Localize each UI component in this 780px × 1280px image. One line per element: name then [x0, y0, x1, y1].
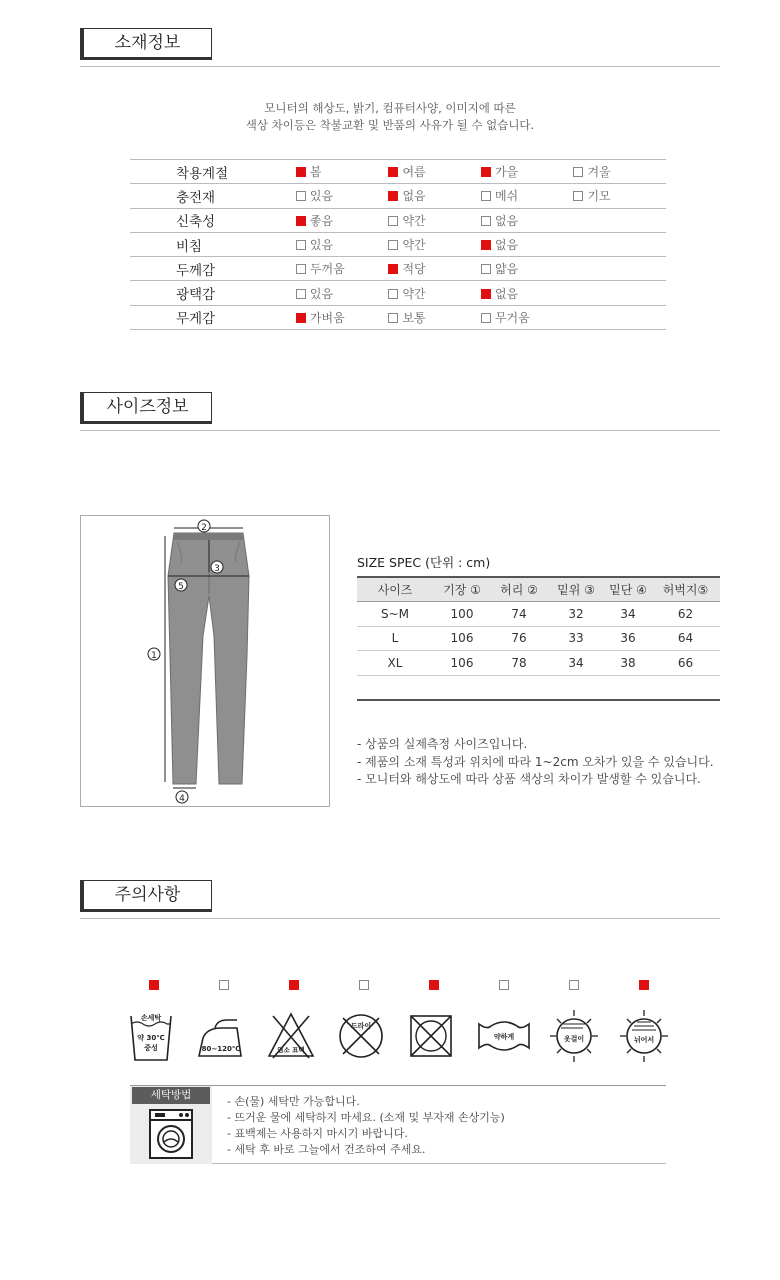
care-checkbox-checked — [429, 980, 439, 990]
svg-text:중성: 중성 — [144, 1044, 158, 1052]
checkbox-checked — [296, 167, 306, 177]
spec-size-cell: S~M — [380, 606, 410, 621]
material-row-label: 신축성 — [175, 214, 216, 231]
option-label: 없음 — [494, 213, 519, 228]
checkbox-unchecked — [481, 264, 491, 274]
care-item-wring-gently — [455, 980, 525, 1070]
checkbox-unchecked — [388, 240, 398, 250]
spec-value-cell: 66 — [677, 655, 694, 670]
care-item-no-dry-clean — [315, 980, 385, 1070]
checkbox-checked — [296, 313, 306, 323]
wash-method-box — [130, 1085, 666, 1164]
spec-header-cell: 기장 ① — [443, 583, 481, 597]
option-label: 약간 — [402, 213, 426, 228]
svg-text:약하게: 약하게 — [493, 1033, 515, 1041]
color-notice — [0, 100, 780, 134]
spec-value-cell: 76 — [511, 631, 527, 646]
option-label: 있음 — [309, 238, 334, 253]
spec-header-row — [357, 577, 720, 602]
label-4: 4 — [179, 794, 185, 804]
option-label: 가벼움 — [309, 310, 345, 325]
checkbox-unchecked — [296, 240, 306, 250]
shade-hang-dry-icon — [547, 1008, 601, 1064]
material-row-label: 광택감 — [175, 287, 216, 304]
option-label: 없음 — [494, 238, 519, 253]
size-note-line: - 모니터와 해상도에 따라 상품 색상의 차이가 발생할 수 있습니다. — [357, 772, 701, 786]
checkbox-unchecked — [388, 313, 398, 323]
checkbox-unchecked — [296, 264, 306, 274]
wash-instructions — [227, 1094, 505, 1158]
checkbox-checked — [481, 289, 491, 299]
material-row-label: 비침 — [175, 238, 203, 255]
wash-method-label-panel — [130, 1086, 212, 1164]
section-divider — [80, 66, 720, 67]
spec-empty-row — [357, 675, 720, 700]
spec-value-cell: 62 — [677, 606, 694, 621]
svg-text:80~120℃: 80~120℃ — [201, 1045, 241, 1053]
svg-text:손세탁: 손세탁 — [140, 1014, 162, 1022]
option-label: 가을 — [494, 165, 519, 180]
spec-value-cell: 64 — [677, 631, 694, 646]
size-note-line: - 상품의 실제측정 사이즈입니다. — [357, 737, 528, 751]
checkbox-checked — [388, 167, 398, 177]
spec-row — [357, 602, 720, 627]
option-label: 적당 — [402, 262, 426, 277]
material-table — [130, 159, 666, 330]
washing-machine-icon — [147, 1106, 195, 1162]
spec-header-cell: 허리 ② — [500, 583, 538, 597]
waistband — [173, 533, 244, 540]
wash-instruction-line: - 손(물) 세탁만 가능합니다. — [227, 1095, 360, 1108]
option-label: 무거움 — [494, 310, 530, 325]
material-row — [130, 208, 666, 232]
material-row — [130, 305, 666, 329]
option-label: 겨울 — [587, 165, 611, 180]
size-note-line: - 제품의 소재 특성과 위치에 따라 1~2cm 오차가 있을 수 있습니다. — [357, 754, 714, 769]
checkbox-unchecked — [296, 289, 306, 299]
care-checkbox-checked — [149, 980, 159, 990]
spec-value-cell: 74 — [511, 606, 527, 621]
option-label: 여름 — [402, 165, 426, 180]
care-item-iron — [175, 980, 245, 1070]
material-row-label: 착용계절 — [175, 165, 229, 182]
checkbox-checked — [296, 216, 306, 226]
wash-instruction-line: - 표백제는 사용하지 마시기 바랍니다. — [227, 1127, 408, 1140]
size-section-title: 사이즈정보 — [80, 392, 212, 424]
option-label: 없음 — [402, 189, 426, 204]
spec-value-cell: 100 — [450, 606, 474, 621]
option-label: 약간 — [402, 238, 426, 253]
checkbox-unchecked — [296, 191, 306, 201]
spec-header-cell: 밑위 ③ — [557, 583, 595, 597]
spec-header-cell: 사이즈 — [377, 583, 413, 597]
care-item-hand-wash — [105, 980, 175, 1070]
care-item-shade-flat-dry — [595, 980, 665, 1070]
checkbox-unchecked — [388, 216, 398, 226]
label-1: 1 — [151, 651, 157, 661]
no-bleach-icon — [267, 1008, 315, 1064]
material-section-title: 소재정보 — [80, 28, 212, 60]
checkbox-unchecked — [573, 167, 583, 177]
spec-header-cell: 허벅지⑤ — [662, 583, 709, 597]
checkbox-unchecked — [481, 191, 491, 201]
svg-text:뉘어서: 뉘어서 — [633, 1036, 655, 1044]
care-checkbox-checked — [289, 980, 299, 990]
svg-text:염소 표백: 염소 표백 — [277, 1046, 305, 1054]
care-section-header — [80, 880, 720, 920]
wash-method-label: 세탁방법 — [132, 1087, 210, 1104]
spec-value-cell: 106 — [450, 631, 474, 646]
svg-text:옷걸이: 옷걸이 — [563, 1035, 585, 1043]
option-label: 보통 — [402, 310, 426, 325]
material-row — [130, 257, 666, 281]
spec-row — [357, 651, 720, 676]
option-label: 있음 — [309, 189, 334, 204]
pants-illustration — [81, 516, 331, 808]
care-item-no-tumble-dry — [385, 980, 455, 1070]
section-divider — [80, 430, 720, 431]
checkbox-unchecked — [388, 289, 398, 299]
care-checkbox — [499, 980, 509, 990]
option-label: 두꺼움 — [309, 262, 345, 277]
checkbox-unchecked — [481, 313, 491, 323]
svg-text:약 30℃: 약 30℃ — [137, 1034, 165, 1042]
wring-gently-icon — [477, 1008, 531, 1064]
spec-value-cell: 78 — [511, 655, 527, 670]
wash-instruction-line: - 세탁 후 바로 그늘에서 건조하여 주세요. — [227, 1143, 426, 1156]
spec-value-cell: 34 — [620, 606, 636, 621]
option-label: 좋음 — [309, 213, 334, 228]
size-notes — [357, 736, 714, 789]
care-item-shade-hang-dry — [525, 980, 595, 1070]
section-divider — [80, 918, 720, 919]
material-row — [130, 232, 666, 256]
care-icon-row — [105, 980, 665, 1070]
care-checkbox — [569, 980, 579, 990]
size-spec-table — [357, 576, 720, 701]
spec-row — [357, 626, 720, 651]
spec-value-cell: 34 — [568, 655, 584, 670]
option-label: 봄 — [309, 165, 322, 180]
spec-value-cell: 106 — [450, 655, 474, 670]
option-label: 얇음 — [494, 262, 519, 277]
option-label: 기모 — [587, 189, 611, 204]
material-row-label: 무게감 — [175, 311, 216, 328]
care-section-title: 주의사항 — [80, 880, 212, 912]
checkbox-checked — [481, 167, 491, 177]
label-5: 5 — [178, 582, 184, 592]
option-label: 메쉬 — [494, 189, 519, 204]
shade-flat-dry-icon — [617, 1008, 671, 1064]
hand-wash-icon — [127, 1008, 175, 1064]
option-label: 있음 — [309, 286, 334, 301]
spec-value-cell: 32 — [568, 606, 584, 621]
notice-line-2: 색상 차이등은 착불교환 및 반품의 사유가 될 수 없습니다. — [245, 118, 535, 132]
care-checkbox — [359, 980, 369, 990]
material-row — [130, 184, 666, 208]
material-section-header — [80, 28, 720, 68]
option-label: 약간 — [402, 286, 426, 301]
spec-size-cell: L — [391, 631, 399, 646]
svg-text:드라이: 드라이 — [350, 1022, 372, 1030]
spec-header-cell: 밑단 ④ — [609, 583, 647, 597]
material-row — [130, 281, 666, 305]
material-row — [130, 160, 666, 184]
material-row-label: 두께감 — [175, 262, 216, 279]
label-2: 2 — [201, 523, 207, 533]
care-checkbox — [219, 980, 229, 990]
iron-icon — [197, 1008, 245, 1064]
checkbox-checked — [388, 191, 398, 201]
size-spec-title: SIZE SPEC (단위 : cm) — [357, 555, 491, 570]
option-label: 없음 — [494, 286, 519, 301]
care-item-no-bleach — [245, 980, 315, 1070]
checkbox-unchecked — [573, 191, 583, 201]
spec-size-cell: XL — [387, 655, 403, 670]
wash-instruction-line: - 뜨거운 물에 세탁하지 마세요. (소재 및 부자재 손상기능) — [227, 1111, 505, 1124]
pants-diagram — [80, 515, 330, 807]
label-3: 3 — [214, 564, 220, 574]
notice-line-1: 모니터의 해상도, 밝기, 컴퓨터사양, 이미지에 따른 — [264, 101, 516, 115]
no-dry-clean-icon — [337, 1008, 385, 1064]
care-checkbox-checked — [639, 980, 649, 990]
checkbox-unchecked — [481, 216, 491, 226]
material-row-label: 충전재 — [175, 189, 216, 206]
checkbox-checked — [481, 240, 491, 250]
size-section-header — [80, 392, 720, 432]
spec-value-cell: 38 — [620, 655, 636, 670]
spec-value-cell: 33 — [568, 631, 584, 646]
spec-value-cell: 36 — [620, 631, 636, 646]
no-tumble-dry-icon — [407, 1008, 455, 1064]
checkbox-checked — [388, 264, 398, 274]
